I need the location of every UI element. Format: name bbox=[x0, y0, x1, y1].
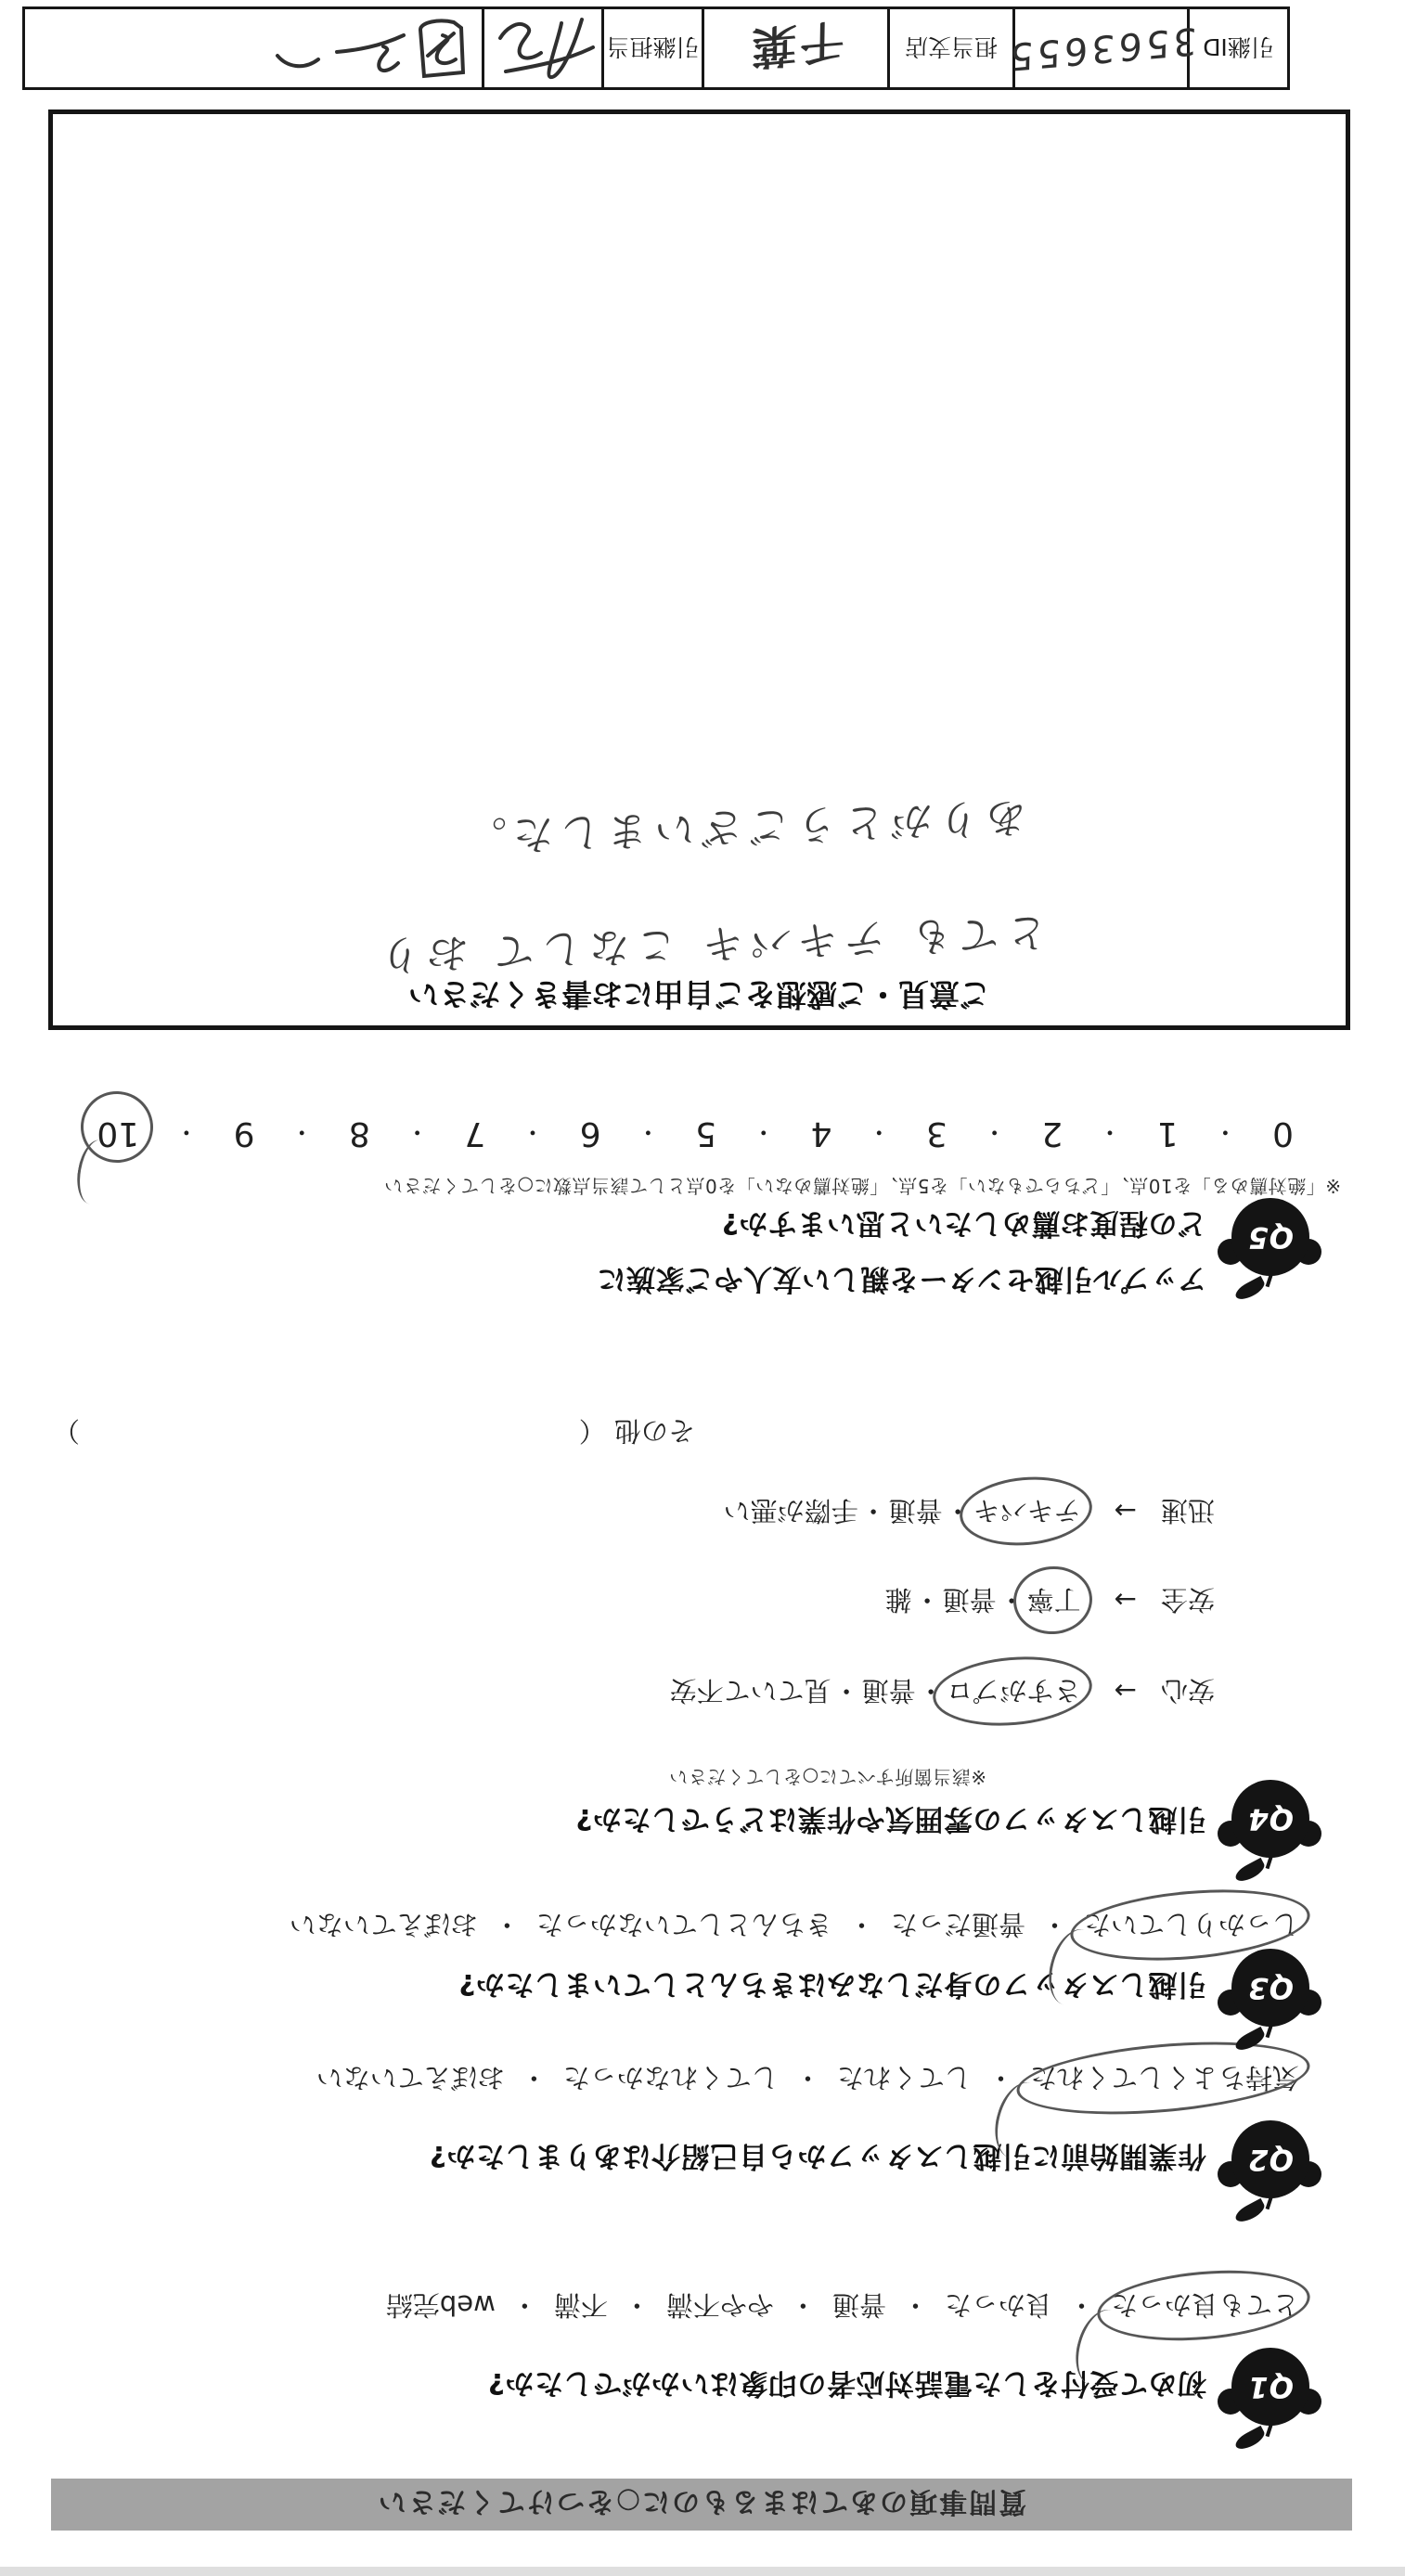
option-separator: ・ bbox=[520, 2062, 548, 2093]
option: してくれた bbox=[836, 2062, 972, 2093]
q4-badge-label: Q4 bbox=[1247, 1802, 1294, 1835]
q2-question-text: 作業開始前に引越しスタッフから自己紹介はありましたか? bbox=[429, 2139, 1206, 2172]
q4-row-options bbox=[883, 1584, 1083, 1616]
option-separator: ・ bbox=[832, 1675, 860, 1707]
option: 1 bbox=[1156, 1114, 1179, 1153]
option: 9 bbox=[233, 1114, 255, 1153]
option-selected-hand-circled: 10 bbox=[97, 1114, 140, 1153]
leaf-icon bbox=[1232, 1858, 1267, 1885]
cell-hikitsugi-id-value bbox=[1005, 9, 1197, 87]
q5-badge-label: Q5 bbox=[1247, 1220, 1294, 1254]
handwritten-id-value: 3563655 bbox=[1005, 18, 1197, 79]
cell-staff-label bbox=[604, 9, 704, 87]
option-separator: ・ bbox=[521, 1117, 546, 1145]
q4-row-jinsoku bbox=[722, 1493, 1215, 1531]
handwriting-line: ありがとうございました。 bbox=[458, 792, 1028, 860]
mascot-head bbox=[1231, 1949, 1309, 2027]
mascot-head bbox=[1231, 1198, 1309, 1276]
cell-memo bbox=[25, 9, 484, 87]
q4-row-anzen bbox=[883, 1582, 1215, 1620]
q4-note: ※該当箇所すべてに○をしてください bbox=[668, 1766, 986, 1788]
option: 4 bbox=[810, 1114, 832, 1153]
option: 普通 bbox=[831, 2289, 886, 2321]
option: 手際が悪い bbox=[723, 1495, 858, 1526]
option: 3 bbox=[925, 1114, 947, 1153]
arrow-right-icon: → bbox=[1114, 1584, 1137, 1616]
option: 普通 bbox=[888, 1495, 943, 1526]
q4-question-text: 引越しスタッフの雰囲気や作業はどうでしたか? bbox=[575, 1802, 1206, 1835]
option-separator: ・ bbox=[789, 2289, 817, 2321]
option: 8 bbox=[348, 1114, 370, 1153]
option-separator: ・ bbox=[174, 1117, 199, 1145]
option-separator: ・ bbox=[1213, 1117, 1238, 1145]
mascot-head bbox=[1231, 2348, 1309, 2426]
option-separator: ・ bbox=[901, 2289, 929, 2321]
option-separator: ・ bbox=[944, 1495, 972, 1526]
option: web完結 bbox=[385, 2289, 496, 2321]
option-separator: ・ bbox=[859, 1495, 887, 1526]
option: おぼえていない bbox=[316, 2062, 505, 2093]
cell-branch-label bbox=[890, 9, 1015, 87]
mascot-head bbox=[1231, 1780, 1309, 1858]
arrow-right-icon: → bbox=[1114, 1675, 1137, 1707]
q3-options-row bbox=[288, 1907, 1301, 1945]
open-paren: （ bbox=[578, 1415, 606, 1447]
option-selected-hand-circled: とても良かった bbox=[1109, 2287, 1301, 2325]
option: 不満 bbox=[553, 2289, 608, 2321]
q4-row-anshin bbox=[668, 1673, 1215, 1711]
option: 普通だった bbox=[890, 1909, 1025, 1940]
option-separator: ・ bbox=[623, 2289, 651, 2321]
leaf-icon bbox=[1232, 2027, 1267, 2054]
mascot-head bbox=[1231, 2120, 1309, 2198]
arrow-right-icon: → bbox=[1114, 1495, 1137, 1526]
q1-options-row bbox=[384, 2287, 1301, 2325]
cell-branch-value bbox=[704, 9, 890, 87]
option: 7 bbox=[464, 1114, 486, 1153]
option-separator: ・ bbox=[1067, 2289, 1095, 2321]
option: きちんとしていなかった bbox=[535, 1909, 832, 1940]
option: 2 bbox=[1041, 1114, 1063, 1153]
option: 普通 bbox=[942, 1584, 997, 1616]
q5-mascot-badge bbox=[1221, 1192, 1320, 1291]
nps-scale-row bbox=[95, 1114, 1295, 1153]
option: 良かった bbox=[944, 2289, 1052, 2321]
q2-options-row bbox=[315, 2060, 1301, 2098]
option-separator: ・ bbox=[847, 1909, 875, 1940]
option-selected-hand-circled: 気持ちよくしてくれた bbox=[1028, 2060, 1301, 2098]
q4-row-label: 迅速 bbox=[1160, 1495, 1215, 1526]
cell-label: 担当支店 bbox=[905, 33, 999, 60]
option-separator: ・ bbox=[405, 1117, 430, 1145]
comment-label: ご意見・ご感想をご自由にお書きください bbox=[408, 976, 990, 1012]
option-selected-hand-circled: テキパキ bbox=[972, 1493, 1083, 1531]
option-separator: ・ bbox=[493, 1909, 521, 1940]
q4-mascot-badge bbox=[1221, 1774, 1320, 1873]
handwriting-line: とても テキパキ こなして おり bbox=[372, 908, 1049, 979]
q4-row-label: 安心 bbox=[1160, 1675, 1215, 1707]
q1-badge-label: Q1 bbox=[1247, 2370, 1294, 2403]
q5-question-line2: どの程度お薦めしたいと思いますか? bbox=[721, 1206, 1206, 1240]
option-separator: ・ bbox=[986, 2062, 1014, 2093]
option: 雑 bbox=[884, 1584, 912, 1616]
memo-scribble-icon bbox=[253, 9, 476, 87]
close-paren: ） bbox=[52, 1415, 80, 1447]
q4-row-options bbox=[722, 1495, 1083, 1526]
q4-row-label: 安全 bbox=[1160, 1584, 1215, 1616]
q2-mascot-badge bbox=[1221, 2115, 1320, 2213]
option: 6 bbox=[579, 1114, 601, 1153]
cell-hikitsugi-id-label bbox=[1190, 9, 1287, 87]
option: 見ていて不安 bbox=[669, 1675, 831, 1707]
option-separator: ・ bbox=[636, 1117, 661, 1145]
option: おぼえていない bbox=[289, 1909, 478, 1940]
option-selected-hand-circled: 丁寧 bbox=[1025, 1582, 1083, 1620]
footer-table bbox=[22, 6, 1290, 90]
q1-question-text: 初めて受付をした電話対応者の印象はいかがでしたか? bbox=[487, 2366, 1206, 2400]
q4-other-label: その他 bbox=[613, 1415, 695, 1447]
option: やや不満 bbox=[665, 2289, 774, 2321]
option: 0 bbox=[1272, 1114, 1294, 1153]
option-selected-hand-circled: しっかりしていた bbox=[1082, 1907, 1301, 1945]
q4-row-options bbox=[668, 1675, 1083, 1707]
signature-scribble-icon bbox=[487, 12, 599, 84]
cell-label: 引継ID bbox=[1203, 33, 1274, 60]
q3-mascot-badge bbox=[1221, 1943, 1320, 2041]
option: 普通 bbox=[861, 1675, 916, 1707]
option-selected-hand-circled: さすがプロ bbox=[945, 1673, 1083, 1711]
option-separator: ・ bbox=[290, 1117, 315, 1145]
option-separator: ・ bbox=[998, 1584, 1025, 1616]
q2-badge-label: Q2 bbox=[1247, 2143, 1294, 2176]
instruction-bar-text: 質問事項のあてはまるものに○をつけてください bbox=[376, 2485, 1027, 2518]
leaf-icon bbox=[1232, 2198, 1267, 2225]
q5-note: ※「絶対薦める」を10点、「どちらでもない」を5点、「絶対薦めない」を0点として該当点数に○をしてください bbox=[383, 1175, 1341, 1197]
option-separator: ・ bbox=[913, 1584, 941, 1616]
q5-question-line1: アップル引越センターを親しい友人やご家族に bbox=[597, 1262, 1206, 1295]
option-separator: ・ bbox=[1097, 1117, 1122, 1145]
comment-box bbox=[48, 109, 1350, 1030]
option-separator: ・ bbox=[982, 1117, 1007, 1145]
q4-other-field bbox=[579, 1413, 695, 1451]
option-separator: ・ bbox=[867, 1117, 892, 1145]
option: 5 bbox=[695, 1114, 717, 1153]
cell-staff-signature bbox=[484, 9, 604, 87]
option-separator: ・ bbox=[917, 1675, 945, 1707]
leaf-icon bbox=[1232, 1276, 1267, 1303]
option-separator: ・ bbox=[751, 1117, 776, 1145]
scan-edge-shadow bbox=[0, 2567, 1405, 2576]
option-separator: ・ bbox=[1040, 1909, 1068, 1940]
q1-mascot-badge bbox=[1221, 2342, 1320, 2441]
handwritten-branch-value: 千葉 bbox=[747, 13, 844, 75]
option-separator: ・ bbox=[793, 2062, 821, 2093]
q3-question-text: 引越しスタッフの身だしなみはきちんとしていましたか? bbox=[458, 1967, 1206, 2001]
instruction-bar bbox=[51, 2479, 1352, 2531]
cell-label: 引継担当 bbox=[606, 33, 700, 60]
q3-badge-label: Q3 bbox=[1247, 1971, 1294, 2004]
option: してくれなかった bbox=[562, 2062, 779, 2093]
option-separator: ・ bbox=[510, 2289, 538, 2321]
leaf-icon bbox=[1232, 2426, 1267, 2453]
